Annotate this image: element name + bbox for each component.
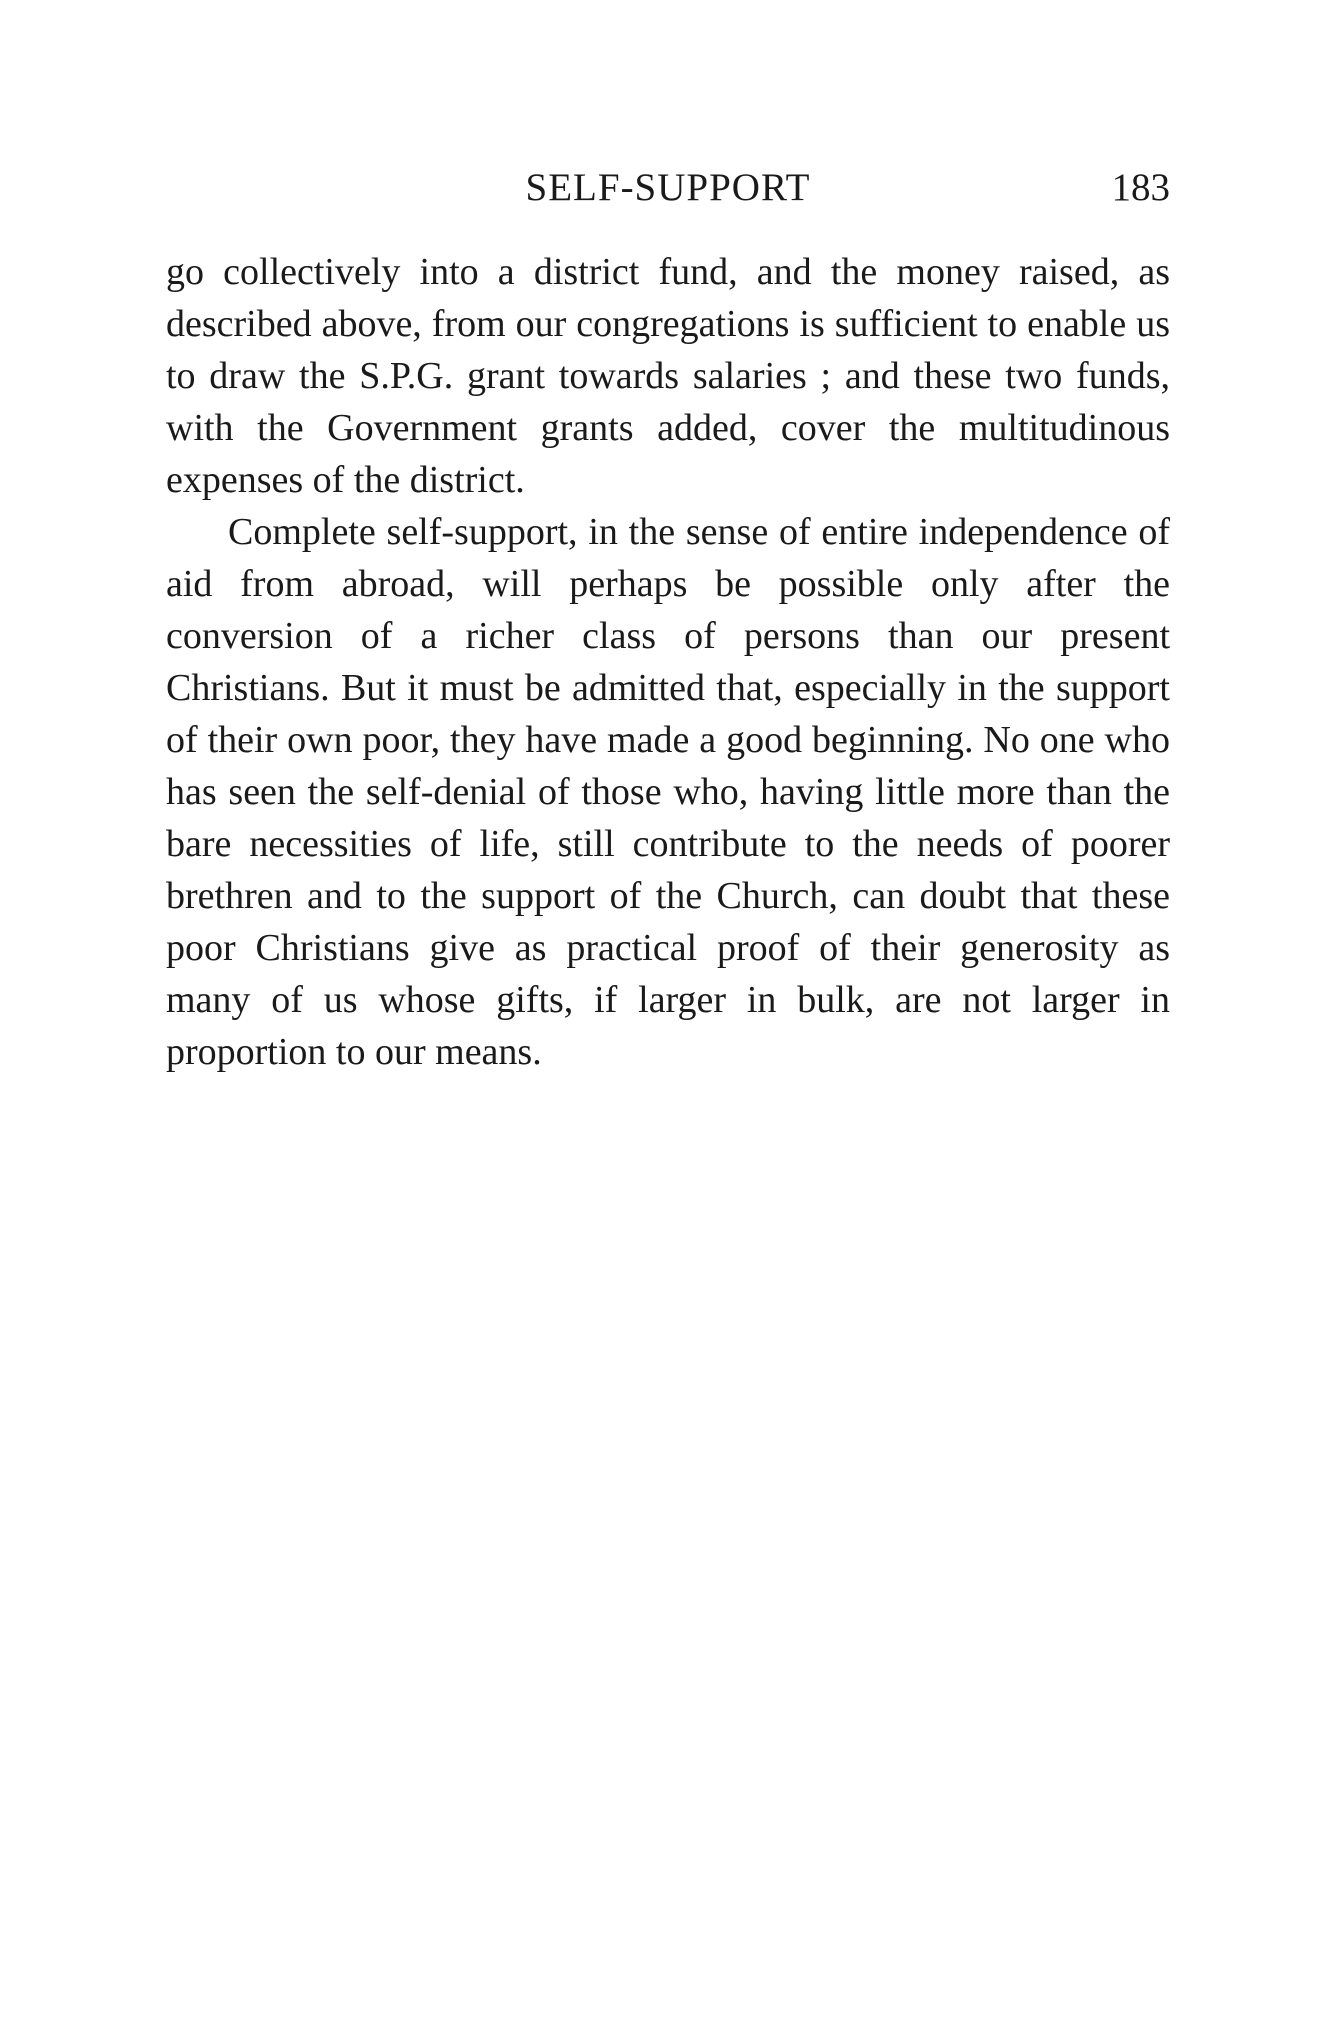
page-number: 183 [1111, 166, 1170, 209]
running-head [166, 158, 1170, 218]
paragraph-self-support: Complete self-support, in the sense of entire independence of aid from abroad, will perhaps be possible only after the conversion of a richer class of persons than our present Christians. But it must be admitted that, especially in the support of their own poor, they have made a good beginning. No one who has seen the self-denial of those who, having little more than the bare necessities of life, still contribute to the needs of poorer brethren and to the support of the Church, can doubt that these poor Christians give as practical proof of their generosity as many of us whose gifts, if larger in bulk, are not larger in proportion to our means. [166, 511, 1170, 1073]
paragraph-continued: go collectively into a district fund, and the money raised, as described above, from our congregations is sufficient to enable us to draw the S.P.G. grant towards salaries ; and these two funds, with the Government grants added, cover the multitudinous expenses of the district. [166, 251, 1170, 501]
running-title: SELF-SUPPORT [525, 166, 811, 209]
body-text [166, 246, 1170, 1078]
